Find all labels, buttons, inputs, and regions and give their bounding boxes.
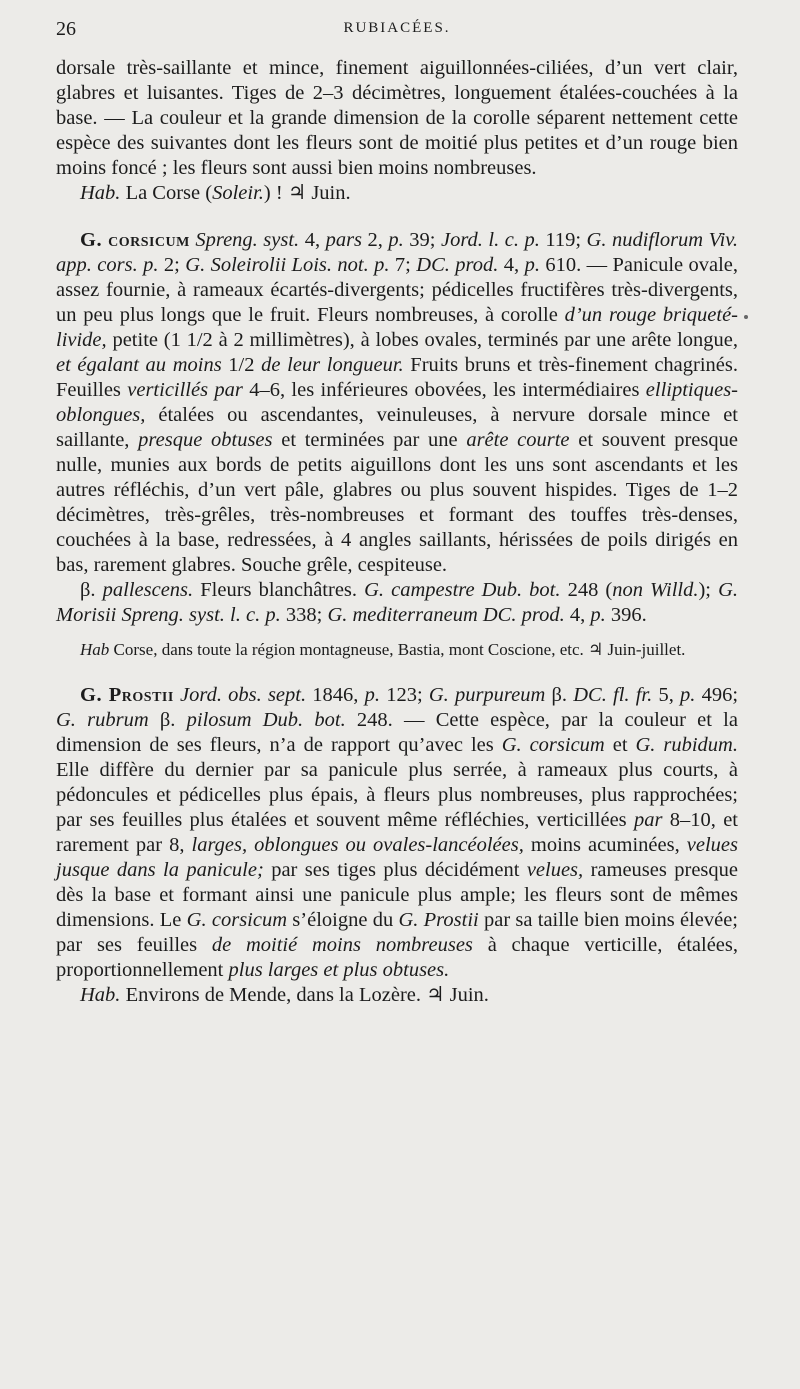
habitat-prostii: Hab. Environs de Mende, dans la Lozère. ♃ Juin. [80,984,489,1006]
habitat-line: Hab. La Corse (Soleir.) ! ♃ Juin. [80,182,351,204]
species-name: G. corsicum [80,229,190,251]
page-body [56,56,738,1008]
running-title: RUBIACÉES. [343,20,451,36]
page-number: 26 [56,18,76,40]
habitat-corsicum: Hab Corse, dans toute la région montagneuse, Bastia, mont Coscione, etc. ♃ Juin-juillet. [80,640,686,659]
paragraph-end-previous-species: dorsale très-saillante et mince, finement aiguillonnées-ciliées, d’un vert clair, glabres et luisantes. Tiges de 2–3 décimètres, longuement étalées-couchées à la base. — La couleur et la grande dimension de la corolle séparent nettement cette espèce des suivantes dont les fleurs sont de moitié plus petites et d’un rouge bien moins foncé ; les fleurs sont aussi bien moins nombreuses. [56,57,738,179]
variety-pallescens: β. pallescens. Fleurs blanchâtres. G. campestre Dub. bot. 248 (non Willd.); G. Morisii Spreng. syst. l. c. p. 338; G. mediterraneum DC. prod. 4, p. 396. [56,579,739,626]
hab-label: Hab. [80,182,121,204]
page-header [56,18,738,56]
species-corsicum: G. corsicum Spreng. syst. 4, pars 2, p. 39; Jord. l. c. p. 119; G. nudiflorum Viv. app. cors. p. 2; G. Soleirolii Lois. not. p. 7; DC. prod. 4, p. 610. — Panicule ovale, assez fournie, à rameaux écartés-divergents; pédicelles fructifères très-divergents, un peu plus longs que le fruit. Fleurs nombreuses, à corolle d’un rouge briqueté-livide, petite (1 1/2 à 2 millimètres), à lobes ovales, terminés par une arête longue, et égalant au moins 1/2 de leur longueur. Fruits bruns et très-finement chagrinés. Feuilles verticillés par 4–6, les inférieures obovées, les intermédiaires elliptiques-oblongues, étalées ou ascendantes, veinuleuses, à nervure dorsale mince et saillante, presque obtuses et terminées par une arête courte et souvent presque nulle, munies aux bords de petits aiguillons dont les uns sont ascendants et les autres réfléchis, d’un vert pâle, glabres ou plus souvent hispides. Tiges de 1–2 décimètres, très-grêles, très-nombreuses et formant des touffes très-denses, couchées à la base, redressées, à 4 angles saillants, hérissées de poils dirigés en bas, rarement glabres. Souche grêle, cespiteuse. [56,229,739,576]
species-prostii: G. Prostii Jord. obs. sept. 1846, p. 123; G. purpureum β. DC. fl. fr. 5, p. 496; G. rubrum β. pilosum Dub. bot. 248. — Cette espèce, par la couleur et la dimension de ses fleurs, n’a de rapport qu’avec les G. corsicum et G. rubidum. Elle diffère du dernier par sa panicule plus serrée, à rameaux plus courts, à pédoncules et pédicelles plus épais, à fleurs plus nombreuses, plus rapprochées; par ses feuilles plus étalées et souvent même réfléchies, verticillées par 8–10, et rarement par 8, larges, oblongues ou ovales-lancéolées, moins acuminées, velues jusque dans la panicule; par ses tiges plus décidément velues, rameuses presque dès la base et formant ainsi une panicule plus ample; les fleurs sont de mêmes dimensions. Le G. corsicum s’éloigne du G. Prostii par sa taille bien moins élevée; par ses feuilles de moitié moins nombreuses à chaque verticille, étalées, proportionnellement plus larges et plus obtuses. [56,684,739,981]
print-speck [744,315,748,319]
species-name: G. Prostii [80,684,174,706]
